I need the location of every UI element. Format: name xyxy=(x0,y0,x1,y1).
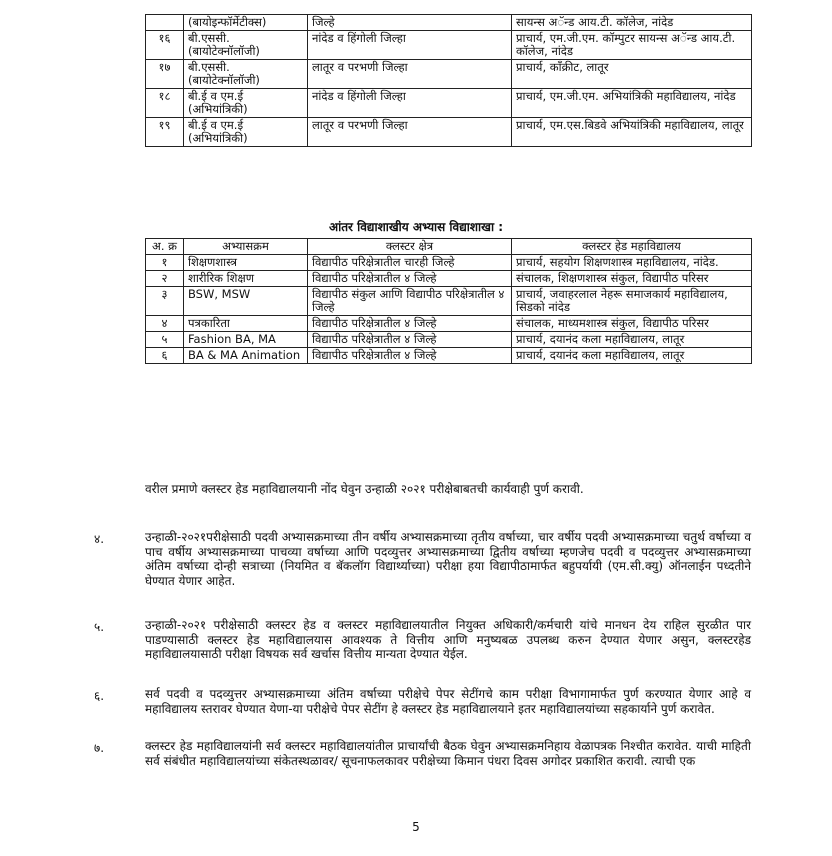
cell-cluster: विद्यापीठ परिक्षेत्रातील ४ जिल्हे xyxy=(308,271,512,287)
page-number: 5 xyxy=(412,820,420,834)
cell-no: ६ xyxy=(146,348,184,364)
cell-no: ३ xyxy=(146,287,184,316)
cell-course: बी.ई व एम.ई (अभियांत्रिकी) xyxy=(184,89,308,118)
item-number: ४. xyxy=(94,532,105,546)
cell-no: १ xyxy=(146,255,184,271)
cell-cluster: विद्यापीठ परिक्षेत्रातील चारही जिल्हे xyxy=(308,255,512,271)
cell-no: ५ xyxy=(146,332,184,348)
table-row xyxy=(146,316,752,332)
cell-head: संचालक, शिक्षणशास्त्र संकुल, विद्यापीठ परिसर xyxy=(512,271,752,287)
header-head: क्लस्टर हेड महाविद्यालय xyxy=(512,239,752,255)
cell-course: पत्रकारिता xyxy=(184,316,308,332)
cell-head: प्राचार्य, कॉंक्रीट, लातूर xyxy=(512,60,752,89)
cell-course: बी.एससी. (बायोटेक्नॉलॉजी) xyxy=(184,60,308,89)
table-row xyxy=(146,89,752,118)
cell-cluster: जिल्हे xyxy=(308,15,512,31)
item-text: सर्व पदवी व पदव्युत्तर अभ्यासक्रमाच्या अंतिम वर्षाच्या परीक्षेचे पेपर सेटींगचे काम परीक्षा विभागामार्फत पुर्ण करण्यात येणार आहे व महाविद्यालय स्तरावर घेण्यात येणा-या परीक्षेचे पेपर सेटींग हे क्लस्टर हेड महाविद्यालयाने इतर महाविद्यालयांच्या सहकार्याने पुर्ण करावेत. xyxy=(145,687,751,716)
cell-cluster: नांदेड व हिंगोली जिल्हा xyxy=(308,89,512,118)
cell-no: ४ xyxy=(146,316,184,332)
table-row xyxy=(146,255,752,271)
table-row xyxy=(146,332,752,348)
cell-head: संचालक, माध्यमशास्त्र संकुल, विद्यापीठ परिसर xyxy=(512,316,752,332)
cell-head: प्राचार्य, एम.जी.एम. अभियांत्रिकी महाविद्यालय, नांदेड xyxy=(512,89,752,118)
cell-no: १९ xyxy=(146,118,184,147)
item-text: उन्हाळी-२०२१ परीक्षेसाठी क्लस्टर हेड व क्लस्टर महाविद्यालयातील नियुक्त अधिकारी/कर्मचारी यांचे मानधन देय राहिल सुरळीत पार पाडण्यासाठी क्लस्टर हेड महाविद्यालयास आवश्यक ते वित्तीय आणि मनुष्यबळ उपलब्ध करुन देण्यात येणार असुन, क्लस्टरहेड महाविद्यालयासाठी परीक्षा विषयक सर्व खर्चास वित्तीय मान्यता देण्यात येईल. xyxy=(145,618,751,662)
cluster-table-1 xyxy=(145,14,752,147)
header-no: अ. क्र xyxy=(146,239,184,255)
cell-no: १७ xyxy=(146,60,184,89)
table-row xyxy=(146,118,752,147)
cell-course: बी.ई व एम.ई (अभियांत्रिकी) xyxy=(184,118,308,147)
cell-head: प्राचार्य, सहयोग शिक्षणशास्त्र महाविद्यालय, नांदेड. xyxy=(512,255,752,271)
cell-no: १६ xyxy=(146,31,184,60)
item-number: ५. xyxy=(94,620,105,634)
cell-no xyxy=(146,15,184,31)
cell-head: प्राचार्य, दयानंद कला महाविद्यालय, लातूर xyxy=(512,332,752,348)
cell-no: २ xyxy=(146,271,184,287)
cell-course: BA & MA Animation xyxy=(184,348,308,364)
cell-course: शारीरिक शिक्षण xyxy=(184,271,308,287)
cell-no: १८ xyxy=(146,89,184,118)
cell-cluster: विद्यापीठ संकुल आणि विद्यापीठ परिक्षेत्रातील ४ जिल्हे xyxy=(308,287,512,316)
cell-cluster: विद्यापीठ परिक्षेत्रातील ४ जिल्हे xyxy=(308,348,512,364)
table-row xyxy=(146,60,752,89)
table-header-row xyxy=(146,239,752,255)
item-text: क्लस्टर हेड महाविद्यालयांनी सर्व क्लस्टर महाविद्यालयांतील प्राचार्यांची बैठक घेवुन अभ्यासक्रमनिहाय वेळापत्रक निश्चीत करावेत. याची माहिती सर्व संबंधीत महाविद्यालयांच्या संकेतस्थळावर/ सूचनाफलकावर परीक्षेच्या किमान पंधरा दिवस अगोदर प्रकाशित करावी. त्याची एक xyxy=(145,739,751,768)
cell-course: बी.एससी. (बायोटेक्नॉलॉजी) xyxy=(184,31,308,60)
cell-head: सायन्स अॅन्ड आय.टी. कॉलेज, नांदेड xyxy=(512,15,752,31)
table-row xyxy=(146,31,752,60)
interdisciplinary-heading: आंतर विद्याशाखीय अभ्यास विद्याशाखा : xyxy=(328,220,504,234)
table-row xyxy=(146,15,752,31)
cell-head: प्राचार्य, जवाहरलाल नेहरू समाजकार्य महाविद्यालय, सिडको नांदेड xyxy=(512,287,752,316)
cell-cluster: नांदेड व हिंगोली जिल्हा xyxy=(308,31,512,60)
item-number: ७. xyxy=(94,741,105,755)
table-row xyxy=(146,271,752,287)
cell-head: प्राचार्य, दयानंद कला महाविद्यालय, लातूर xyxy=(512,348,752,364)
cell-course: शिक्षणशास्त्र xyxy=(184,255,308,271)
table-row xyxy=(146,287,752,316)
cell-course: (बायोइन्फॉर्मेटीक्स) xyxy=(184,15,308,31)
item-text: उन्हाळी-२०२१परीक्षेसाठी पदवी अभ्यासक्रमाच्या तीन वर्षीय अभ्यासक्रमाच्या तृतीय वर्षाच्या, चार वर्षीय पदवी अभ्यासक्रमाच्या चतुर्थ वर्षाच्या व पाच वर्षीय अभ्यासक्रमाच्या पाचव्या वर्षाच्या आणि पदव्युत्तर अभ्यासक्रमाच्या द्वितीय वर्षाच्या म्हणजेच पदवी व पदव्युत्तर अभ्यासक्रमाच्या अंतिम वर्षाच्या दोन्ही सत्राच्या (नियमित व बॅकलॉग विद्यार्थ्याच्या) परीक्षा हया विद्यापीठामार्फत बहुपर्यायी (एम.सी.क्यु) ऑनलाईन पध्दतीने घेण्यात येणार आहेत. xyxy=(145,530,751,588)
cell-head: प्राचार्य, एम.जी.एम. कॉम्पुटर सायन्स अॅन्ड आय.टी. कॉलेज, नांदेड xyxy=(512,31,752,60)
header-course: अभ्यासक्रम xyxy=(184,239,308,255)
cell-cluster: विद्यापीठ परिक्षेत्रातील ४ जिल्हे xyxy=(308,332,512,348)
cell-course: Fashion BA, MA xyxy=(184,332,308,348)
main-paragraph: वरील प्रमाणे क्लस्टर हेड महाविद्यालयानी नोंद घेवुन उन्हाळी २०२१ परीक्षेबाबतची कार्यवाही पुर्ण करावी. xyxy=(145,482,584,496)
cell-cluster: लातूर व परभणी जिल्हा xyxy=(308,118,512,147)
header-cluster: क्लस्टर क्षेत्र xyxy=(308,239,512,255)
cell-cluster: विद्यापीठ परिक्षेत्रातील ४ जिल्हे xyxy=(308,316,512,332)
cell-cluster: लातूर व परभणी जिल्हा xyxy=(308,60,512,89)
item-number: ६. xyxy=(94,689,105,703)
cell-course: BSW, MSW xyxy=(184,287,308,316)
cluster-table-2 xyxy=(145,238,752,364)
cell-head: प्राचार्य, एम.एस.बिडवे अभियांत्रिकी महाविद्यालय, लातूर xyxy=(512,118,752,147)
table-row xyxy=(146,348,752,364)
